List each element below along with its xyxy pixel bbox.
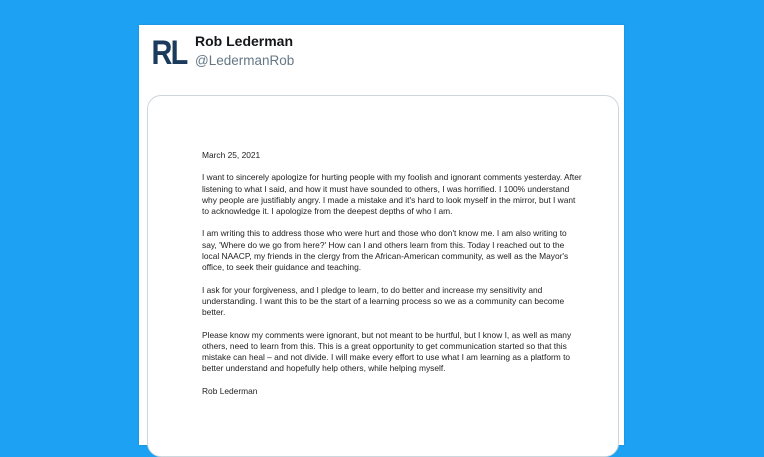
author-name[interactable]: Rob Lederman — [195, 33, 294, 49]
author-handle[interactable]: @LedermanRob — [195, 53, 295, 68]
tweet-card — [139, 25, 624, 445]
letter-paragraph-3: I ask for your forgiveness, and I pledge to learn, to do better and increase my sensitivity and understanding. I want this to be the start of a learning process so we as a community can become better. — [202, 284, 565, 318]
attached-image[interactable] — [147, 95, 619, 457]
letter-paragraph-2: I am writing this to address those who were hurt and those who don't know me. I am also writing to say, 'Where do we go from here?' How can I and others learn from this. Today I reached out to the local NAACP, my friends in the clergy from the African-American community, as well as the Mayor's office, to seek their guidance and teaching. — [202, 228, 569, 273]
letter-paragraph-4: Please know my comments were ignorant, but not meant to be hurtful, but I know I, as well as many others, need to learn from this. This is a great opportunity to get communication started so that this mistake can heal – and not divide. I will make every effort to use what I am learning as a platform to better understand and hopefully help others, while helping myself. — [202, 329, 572, 374]
letter-signature: Rob Lederman — [202, 385, 258, 396]
avatar[interactable]: RL — [151, 33, 187, 72]
apology-letter — [202, 150, 582, 408]
letter-paragraph-1: I want to sincerely apologize for hurting people with my foolish and ignorant comments yesterday. After listening to what I said, and how it must have sounded to others, I was horrified. I 100% understand why people are justifiably angry. I made a mistake and it's hard to look myself in the mirror, but I want to acknowledge it. I apologize from the deepest depths of who I am. — [202, 172, 582, 217]
letter-date: March 25, 2021 — [202, 150, 261, 160]
